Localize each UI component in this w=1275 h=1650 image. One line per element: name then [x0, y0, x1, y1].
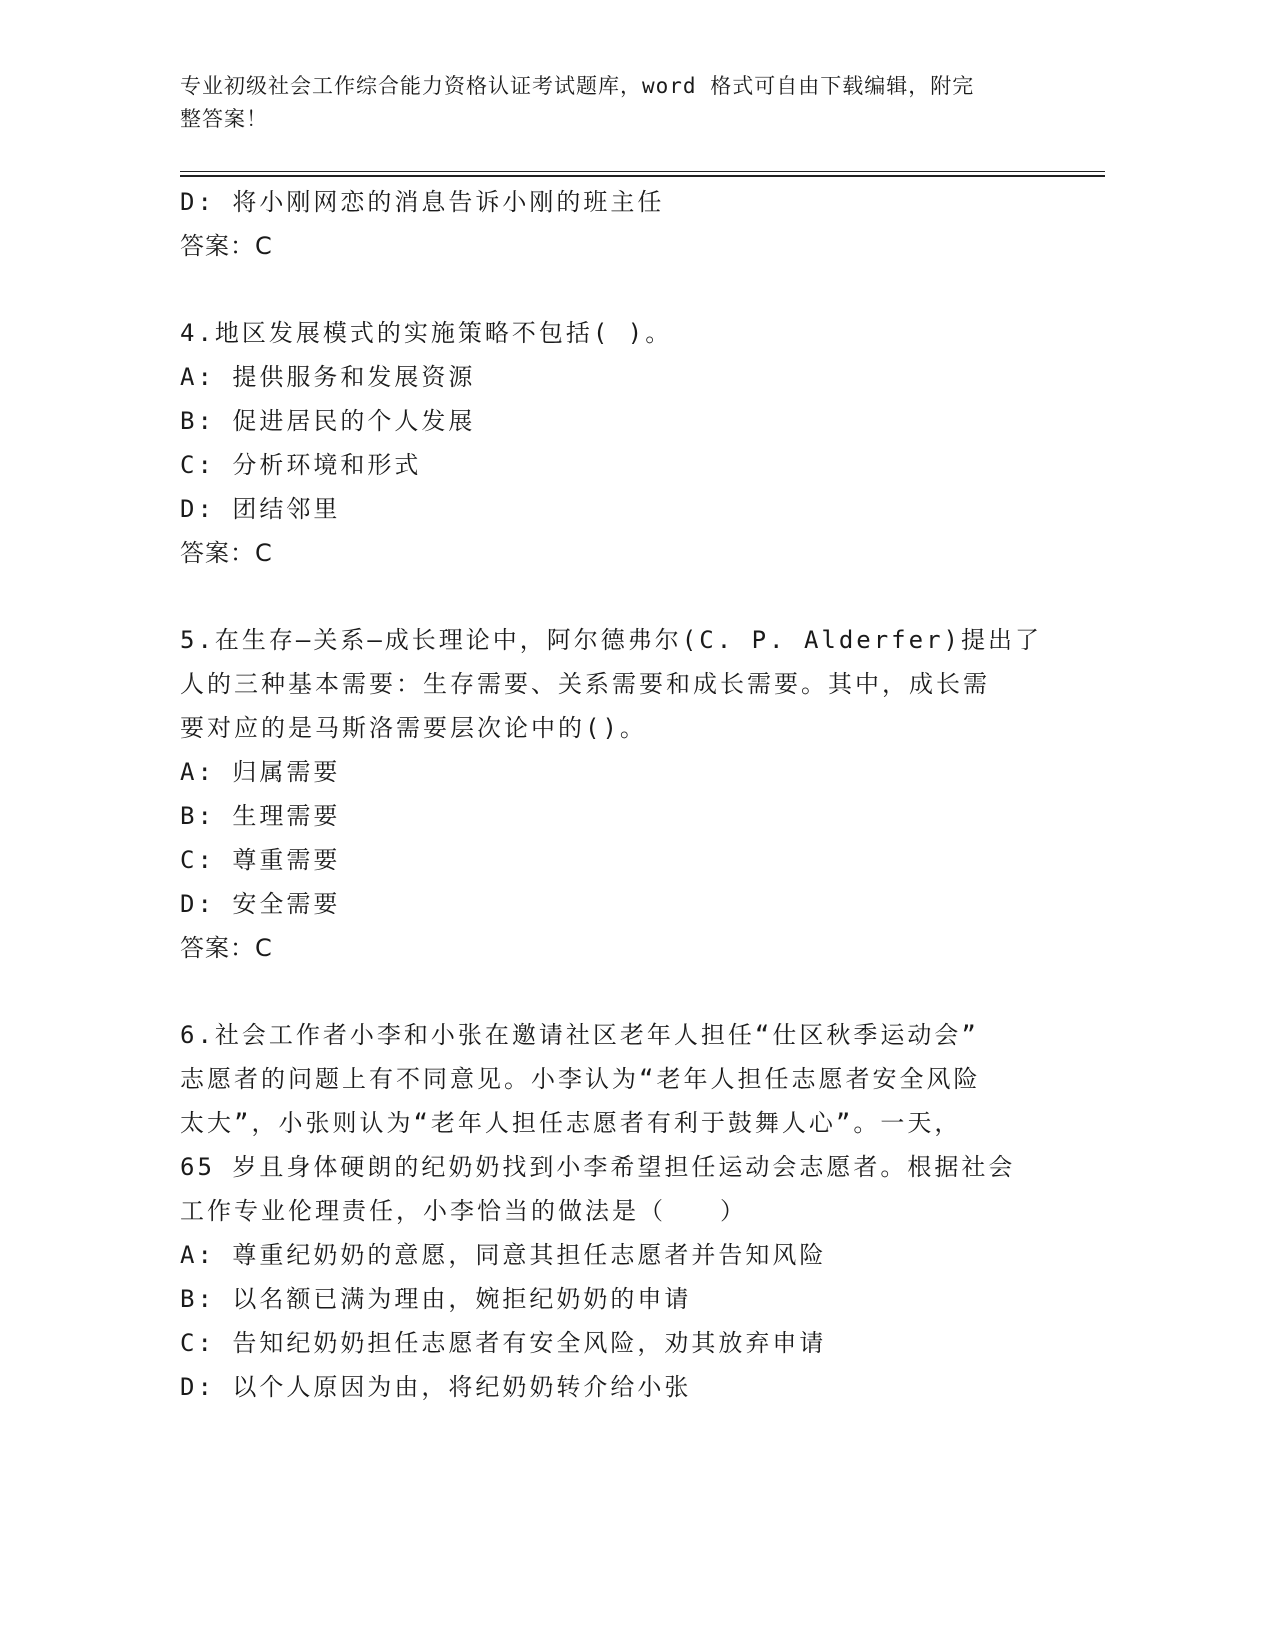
- q6-stem-line-4: 65 岁且身体硬朗的纪奶奶找到小李希望担任运动会志愿者。根据社会: [180, 1153, 1016, 1181]
- q5-stem-line-1: 5.在生存—关系—成长理论中，阿尔德弗尔(C. P. Alderfer)提出了: [180, 626, 1042, 654]
- q6-stem-line-1: 6.社会工作者小李和小张在邀请社区老年人担任“仕区秋季运动会”: [180, 1021, 979, 1049]
- q4-stem: 4.地区发展模式的实施策略不包括( )。: [180, 319, 673, 347]
- header-rule-thick: [180, 175, 1105, 177]
- q5-option-c: C: 尊重需要: [180, 846, 341, 874]
- question-6: [180, 1013, 1040, 1409]
- q5-option-a: A: 归属需要: [180, 758, 341, 786]
- q6-stem-line-5: 工作专业伦理责任，小李恰当的做法是（ ）: [180, 1197, 747, 1225]
- q5-option-b: B: 生理需要: [180, 802, 341, 830]
- question-3-tail: [180, 180, 1040, 268]
- q6-option-a: A: 尊重纪奶奶的意愿，同意其担任志愿者并告知风险: [180, 1241, 827, 1269]
- header-rule-thin: [180, 171, 1105, 172]
- question-content: [180, 180, 1040, 1409]
- question-5: [180, 618, 1040, 970]
- q4-option-d: D: 团结邻里: [180, 495, 341, 523]
- q3-option-d: D: 将小刚网恋的消息告诉小刚的班主任: [180, 188, 665, 216]
- q5-answer: 答案：C: [180, 934, 273, 962]
- q5-stem-line-3: 要对应的是马斯洛需要层次论中的()。: [180, 714, 647, 742]
- q6-option-c: C: 告知纪奶奶担任志愿者有安全风险，劝其放弃申请: [180, 1329, 827, 1357]
- q6-option-d: D: 以个人原因为由，将纪奶奶转介给小张: [180, 1373, 692, 1401]
- spacer: [180, 575, 1040, 618]
- header-line-1: 专业初级社会工作综合能力资格认证考试题库，word 格式可自由下载编辑，附完: [180, 74, 975, 98]
- spacer: [180, 268, 1040, 311]
- q5-stem-line-2: 人的三种基本需要：生存需要、关系需要和成长需要。其中，成长需: [180, 670, 990, 698]
- q5-option-d: D: 安全需要: [180, 890, 341, 918]
- q6-stem-line-2: 志愿者的问题上有不同意见。小李认为“老年人担任志愿者安全风险: [180, 1065, 981, 1093]
- question-4: [180, 311, 1040, 575]
- q6-option-b: B: 以名额已满为理由，婉拒纪奶奶的申请: [180, 1285, 692, 1313]
- q4-option-b: B: 促进居民的个人发展: [180, 407, 476, 435]
- document-header: [180, 70, 1040, 136]
- q3-answer: 答案：C: [180, 232, 273, 260]
- header-line-2: 整答案！: [180, 107, 268, 131]
- q6-stem-line-3: 太大”，小张则认为“老年人担任志愿者有利于鼓舞人心”。一天，: [180, 1109, 962, 1137]
- q4-option-a: A: 提供服务和发展资源: [180, 363, 476, 391]
- spacer: [180, 970, 1040, 1013]
- q4-option-c: C: 分析环境和形式: [180, 451, 422, 479]
- q4-answer: 答案：C: [180, 539, 273, 567]
